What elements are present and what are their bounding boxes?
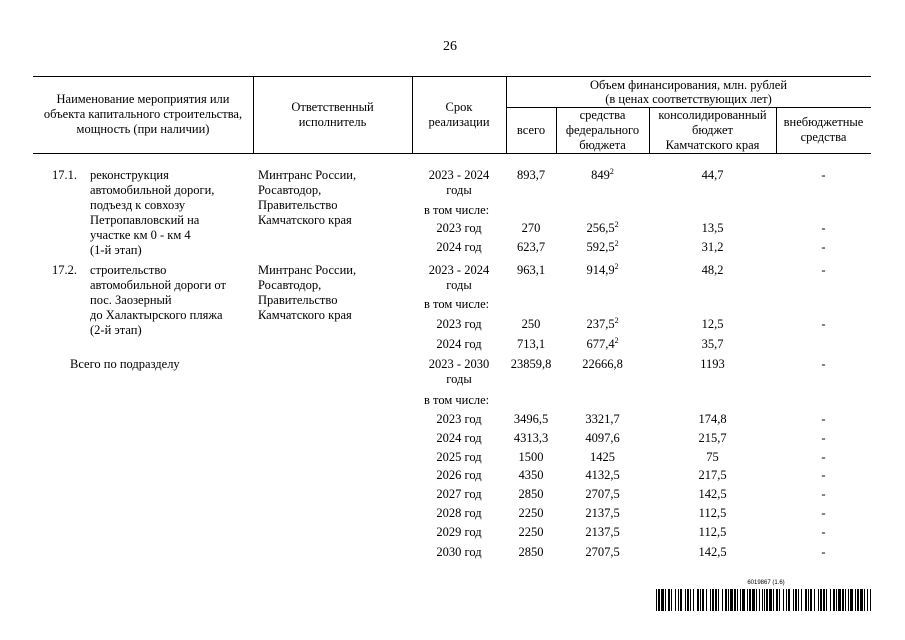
barcode-bar xyxy=(870,589,871,611)
barcode-bar xyxy=(715,589,717,611)
extra-cell: - xyxy=(821,317,826,331)
total-cell: 2850 xyxy=(518,487,544,501)
barcode-bar xyxy=(734,589,736,611)
barcode-bar xyxy=(773,589,774,611)
barcode-bar xyxy=(740,589,741,611)
barcode-bar xyxy=(730,589,733,611)
total-cell: 3496,5 xyxy=(513,412,549,426)
item-name-line: подъезд к совхозу xyxy=(90,198,186,212)
barcode-bar xyxy=(764,589,765,611)
barcode-bar xyxy=(805,589,807,611)
barcode-bar xyxy=(818,589,819,611)
barcode-bar xyxy=(658,589,660,611)
item-responsible-line: Камчатского края xyxy=(258,308,352,322)
extra-cell: - xyxy=(821,468,826,482)
total-cell: 4350 xyxy=(518,468,544,482)
item-name-line: пос. Заозерный xyxy=(90,293,172,307)
term-cell: годы xyxy=(446,372,472,386)
barcode-bar xyxy=(814,589,815,611)
barcode-bar xyxy=(867,589,868,611)
barcode-bar xyxy=(747,589,748,611)
federal-value: 677,4 xyxy=(586,337,615,351)
barcode-bar xyxy=(786,589,787,611)
total-cell: 893,7 xyxy=(516,168,546,182)
table-top-border xyxy=(33,76,871,77)
term-cell: 2027 год xyxy=(436,487,482,501)
barcode-bar xyxy=(671,589,672,611)
barcode-bar xyxy=(702,589,704,611)
term-cell: 2023 - 2030 xyxy=(428,357,490,371)
item-name-line: участке км 0 - км 4 xyxy=(90,228,191,242)
consolidated-cell: 13,5 xyxy=(701,221,724,235)
consolidated-cell: 44,7 xyxy=(701,168,724,182)
term-cell: годы xyxy=(446,278,472,292)
barcode-label: 6019867 (1.6) xyxy=(747,580,785,586)
barcode-bar xyxy=(752,589,755,611)
total-cell: 4313,3 xyxy=(513,431,549,445)
barcode-bar xyxy=(864,589,865,611)
barcode-bar xyxy=(675,589,676,611)
header-bottom-border xyxy=(33,153,871,154)
barcode-bar xyxy=(810,589,812,611)
barcode-bar xyxy=(762,589,763,611)
barcode-bar xyxy=(706,589,707,611)
barcode-bar xyxy=(742,589,745,611)
barcode-bar xyxy=(798,589,799,611)
term-cell: в том числе: xyxy=(424,393,490,407)
barcode-bar xyxy=(779,589,780,611)
barcode-bar xyxy=(690,589,691,611)
term-cell: 2023 год xyxy=(436,412,482,426)
term-cell: 2028 год xyxy=(436,506,482,520)
barcode-bar xyxy=(845,589,846,611)
item-name-line: (2-й этап) xyxy=(90,323,142,337)
extra-cell: - xyxy=(821,450,826,464)
consolidated-cell: 112,5 xyxy=(698,506,727,520)
extra-cell: - xyxy=(821,525,826,539)
barcode-bar xyxy=(680,589,682,611)
total-cell: 2250 xyxy=(518,525,544,539)
consolidated-cell: 142,5 xyxy=(698,545,727,559)
federal-cell: 2707,5 xyxy=(585,545,620,559)
extra-cell: - xyxy=(821,431,826,445)
item-responsible-line: Минтранс России, xyxy=(258,168,357,182)
barcode-bar xyxy=(823,589,825,611)
term-cell: 2030 год xyxy=(436,545,482,559)
barcode-bar xyxy=(693,589,694,611)
term-cell: 2023 - 2024 xyxy=(428,263,490,277)
federal-cell: 3321,7 xyxy=(585,412,620,426)
barcode-bar xyxy=(830,589,831,611)
barcode-bar xyxy=(857,589,859,611)
extra-cell: - xyxy=(821,506,826,520)
total-cell: 2250 xyxy=(518,506,544,520)
extra-cell: - xyxy=(821,357,826,371)
footnote-marker: 2 xyxy=(614,315,619,325)
barcode-bar xyxy=(855,589,856,611)
consolidated-cell: 31,2 xyxy=(701,240,724,254)
barcode-bar xyxy=(712,589,714,611)
barcode-bar xyxy=(788,589,790,611)
item-responsible-line: Минтранс России, xyxy=(258,263,357,277)
consolidated-cell: 112,5 xyxy=(698,525,727,539)
term-cell: 2023 год xyxy=(436,317,482,331)
consolidated-cell: 217,5 xyxy=(698,468,727,482)
total-cell: 1500 xyxy=(518,450,544,464)
federal-value: 256,5 xyxy=(586,221,615,235)
item-name-line: строительство xyxy=(90,263,167,277)
barcode-bar xyxy=(725,589,727,611)
extra-cell: - xyxy=(821,263,826,277)
barcode-bar xyxy=(860,589,863,611)
consolidated-cell: 142,5 xyxy=(698,487,727,501)
barcode-bar xyxy=(756,589,757,611)
barcode-bar xyxy=(795,589,797,611)
footnote-marker: 2 xyxy=(614,238,619,248)
barcode-bar xyxy=(728,589,729,611)
barcode-bar xyxy=(661,589,664,611)
federal-cell: 4097,6 xyxy=(585,431,620,445)
extra-cell: - xyxy=(821,221,826,235)
extra-cell: - xyxy=(821,240,826,254)
consolidated-cell: 12,5 xyxy=(701,317,724,331)
federal-cell: 2137,5 xyxy=(585,506,620,520)
federal-cell: 1425 xyxy=(590,450,615,464)
federal-cell: 2137,5 xyxy=(585,525,620,539)
barcode-bar xyxy=(838,589,841,611)
consolidated-cell: 48,2 xyxy=(701,263,724,277)
term-cell: 2026 год xyxy=(436,468,482,482)
term-cell: 2029 год xyxy=(436,525,482,539)
item-name-line: автомобильной дороги, xyxy=(90,183,215,197)
barcode-bar xyxy=(722,589,723,611)
barcode-bar xyxy=(759,589,760,611)
item-responsible-line: Правительство xyxy=(258,293,338,307)
federal-value: 592,5 xyxy=(586,240,615,254)
barcode-bar xyxy=(687,589,689,611)
barcode-bar xyxy=(700,589,701,611)
total-cell: 23859,8 xyxy=(510,357,552,371)
barcode-bar xyxy=(678,589,679,611)
barcode-bar xyxy=(737,589,738,611)
barcode-bar xyxy=(710,589,711,611)
federal-cell xyxy=(556,263,649,278)
barcode-bar xyxy=(776,589,778,611)
barcode-image xyxy=(656,589,871,611)
barcode-bar xyxy=(808,589,809,611)
extra-cell: - xyxy=(821,545,826,559)
total-cell: 713,1 xyxy=(516,337,546,351)
consolidated-cell: 35,7 xyxy=(701,337,724,351)
barcode-bar xyxy=(820,589,822,611)
header-col-total: всего xyxy=(516,123,546,137)
term-cell: 2024 год xyxy=(436,240,482,254)
item-responsible-line: Камчатского края xyxy=(258,213,352,227)
barcode-bar xyxy=(665,589,666,611)
item-responsible-line: Правительство xyxy=(258,198,338,212)
term-cell: 2023 год xyxy=(436,221,482,235)
barcode-bar xyxy=(656,589,657,611)
total-cell: 963,1 xyxy=(516,263,546,277)
consolidated-cell: 75 xyxy=(706,450,719,464)
federal-cell xyxy=(556,240,649,255)
item-name-line: реконструкция xyxy=(90,168,169,182)
item-name-line: (1-й этап) xyxy=(90,243,142,257)
consolidated-cell: 174,8 xyxy=(698,412,727,426)
barcode-bar xyxy=(848,589,849,611)
item-responsible-line: Росавтодор, xyxy=(258,183,322,197)
item-number: 17.2. xyxy=(52,263,77,277)
federal-cell: 2707,5 xyxy=(585,487,620,501)
barcode-bar xyxy=(836,589,837,611)
extra-cell: - xyxy=(821,168,826,182)
item-name-line: автомобильной дороги от xyxy=(90,278,226,292)
term-cell: годы xyxy=(446,183,472,197)
federal-value: 237,5 xyxy=(586,317,615,331)
term-cell: 2024 год xyxy=(436,337,482,351)
barcode-bar xyxy=(801,589,802,611)
extra-cell: - xyxy=(821,412,826,426)
item-name-line: Всего по подразделу xyxy=(70,357,180,371)
federal-cell: 22666,8 xyxy=(582,357,623,371)
barcode-bar xyxy=(685,589,686,611)
federal-cell: 4132,5 xyxy=(585,468,620,482)
total-cell: 623,7 xyxy=(516,240,546,254)
barcode-bar xyxy=(766,589,768,611)
item-name-line: Петропавловский на xyxy=(90,213,200,227)
total-cell: 2850 xyxy=(518,545,544,559)
federal-cell xyxy=(556,168,649,183)
barcode-bar xyxy=(850,589,853,611)
term-cell: 2023 - 2024 xyxy=(428,168,490,182)
total-cell: 250 xyxy=(521,317,541,331)
term-cell: 2024 год xyxy=(436,431,482,445)
federal-cell xyxy=(556,337,649,352)
extra-cell: - xyxy=(821,487,826,501)
item-number: 17.1. xyxy=(52,168,77,182)
page-number: 26 xyxy=(443,39,457,54)
term-cell: в том числе: xyxy=(424,297,490,311)
federal-cell xyxy=(556,221,649,236)
barcode-bar xyxy=(793,589,794,611)
federal-cell xyxy=(556,317,649,332)
consolidated-cell: 1193 xyxy=(700,357,725,371)
total-cell: 270 xyxy=(521,221,541,235)
term-cell: в том числе: xyxy=(424,203,490,217)
federal-value: 849 xyxy=(591,168,610,182)
term-cell: 2025 год xyxy=(436,450,482,464)
footnote-marker: 2 xyxy=(614,219,619,229)
barcode-bar xyxy=(749,589,751,611)
barcode-bar xyxy=(697,589,699,611)
barcode-bar xyxy=(833,589,835,611)
item-name-line: до Халактырского пляжа xyxy=(90,308,223,322)
footnote-marker: 2 xyxy=(609,166,614,176)
barcode-bar xyxy=(718,589,719,611)
barcode-bar xyxy=(826,589,827,611)
barcode-bar xyxy=(783,589,784,611)
item-responsible-line: Росавтодор, xyxy=(258,278,322,292)
footnote-marker: 2 xyxy=(614,261,619,271)
footnote-marker: 2 xyxy=(614,335,619,345)
barcode-bar xyxy=(668,589,670,611)
consolidated-cell: 215,7 xyxy=(698,431,727,445)
barcode-bar xyxy=(842,589,844,611)
barcode-bar xyxy=(769,589,772,611)
federal-value: 914,9 xyxy=(586,263,615,277)
